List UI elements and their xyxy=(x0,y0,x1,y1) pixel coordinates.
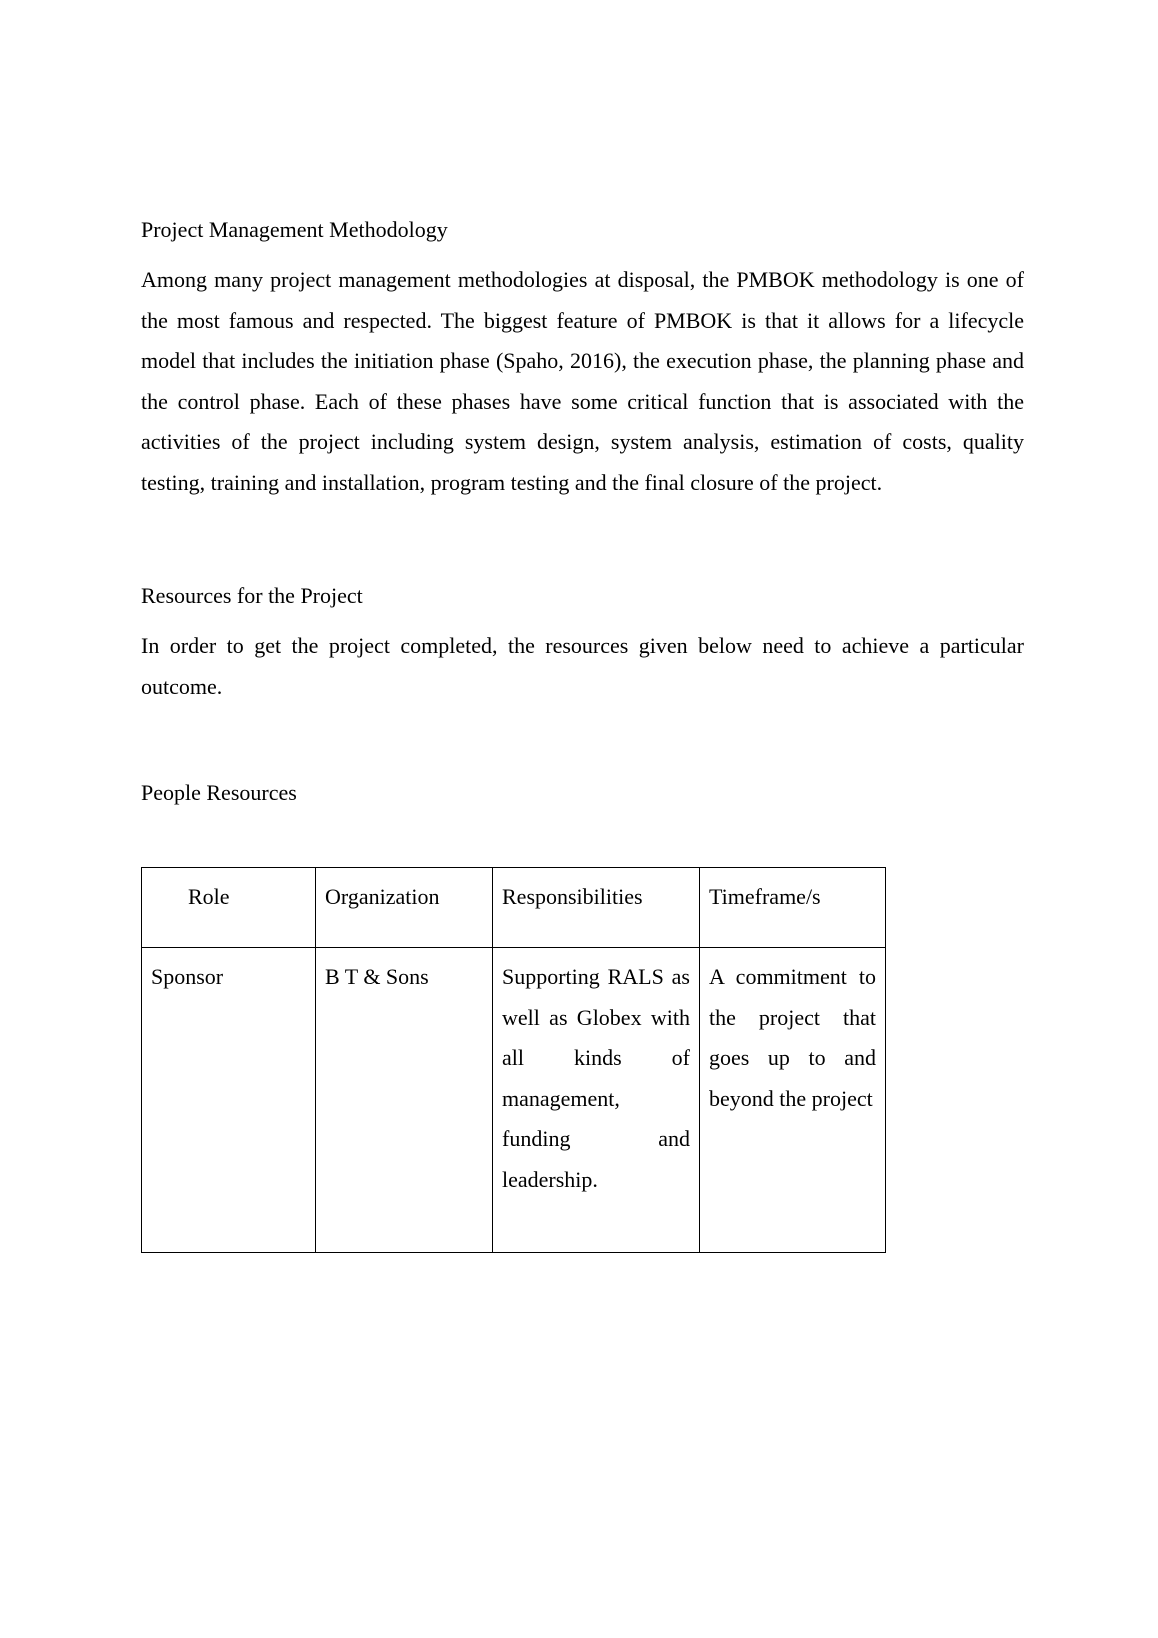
header-timeframes: Timeframe/s xyxy=(700,868,886,948)
header-role: Role xyxy=(142,868,316,948)
header-organization: Organization xyxy=(316,868,493,948)
methodology-paragraph: Among many project management methodologies at disposal, the PMBOK methodology is one of the most famous and respected. The biggest feature of PMBOK is that it allows for a lifecycle model that includes the initiation phase (Spaho, 2016), the execution phase, the planning phase and the control phase. Each of these phases have some critical function that is associated with the activities of the project including system design, system analysis, estimation of costs, quality testing, training and installation, program testing and the final closure of the project. xyxy=(141,267,1024,495)
table-header-row xyxy=(142,868,886,948)
cell-timeframes: A commitment to the project that goes up to and beyond the project xyxy=(700,948,886,1253)
people-resources-table xyxy=(141,867,886,1253)
cell-responsibilities: Supporting RALS as well as Globex with all kinds of management, funding and leadership. xyxy=(493,948,700,1253)
people-resources-heading: People Resources xyxy=(141,780,297,805)
cell-role: Sponsor xyxy=(142,948,316,1253)
methodology-heading: Project Management Methodology xyxy=(141,217,448,242)
table-row xyxy=(142,948,886,1253)
header-responsibilities: Responsibilities xyxy=(493,868,700,948)
resources-heading: Resources for the Project xyxy=(141,583,363,608)
cell-organization: B T & Sons xyxy=(316,948,493,1253)
resources-paragraph: In order to get the project completed, the resources given below need to achieve a particular outcome. xyxy=(141,633,1024,699)
